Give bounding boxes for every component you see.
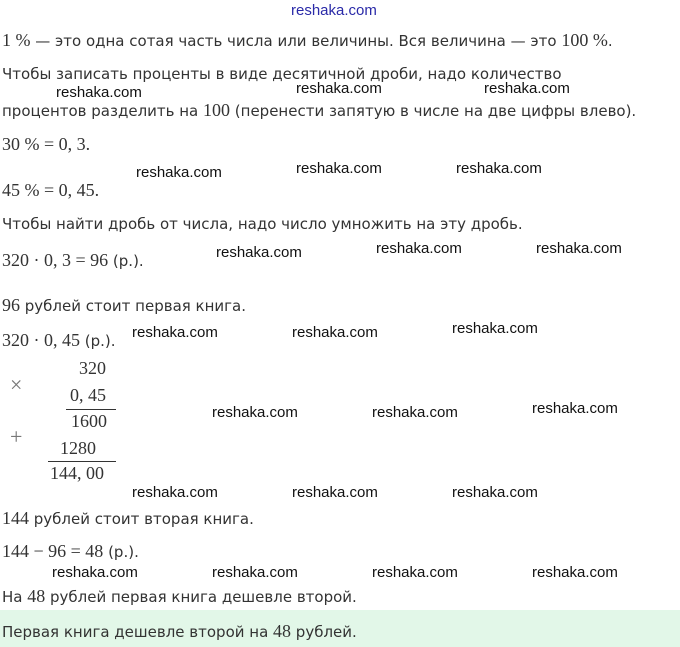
math-1-percent: 1 % — [2, 30, 31, 50]
text-line-3 — [2, 100, 636, 121]
text-line-1 — [2, 30, 613, 51]
math-96: 96 — [2, 295, 20, 315]
line-3-text-a: процентов разделить на — [2, 102, 204, 120]
line-6-text: рублей стоит вторая книга. — [29, 510, 254, 528]
equation-30-percent: 30 % = 0, 3. — [2, 134, 91, 154]
line-3-text-c: (перенести запятую в числе на две цифры влево). — [230, 102, 637, 120]
equation-second-book — [2, 330, 116, 351]
watermark: reshaka.com — [484, 80, 570, 97]
line-5-text: рублей стоит первая книга. — [20, 297, 247, 315]
mult-rule-1 — [66, 409, 116, 410]
watermark: reshaka.com — [296, 160, 382, 177]
line-7-text-b: рублей первая книга дешевле второй. — [45, 588, 357, 606]
mult-row-result: 144, 00 — [50, 463, 104, 483]
watermark: reshaka.com — [132, 484, 218, 501]
watermark: reshaka.com — [292, 484, 378, 501]
text-line-7 — [2, 586, 357, 607]
line-1-text: — это одна сотая часть числа или величины. Вся величина — это — [30, 32, 562, 50]
watermark: reshaka.com — [532, 400, 618, 417]
math-48: 48 — [27, 586, 46, 606]
mult-row-1280: 1280 — [60, 438, 96, 458]
watermark: reshaka.com — [372, 564, 458, 581]
answer-text — [2, 621, 357, 642]
text-line-4: Чтобы найти дробь от числа, надо число умножить на эту дробь. — [2, 215, 523, 233]
watermark: reshaka.com — [212, 564, 298, 581]
watermark: reshaka.com — [376, 240, 462, 257]
plus-sign: + — [10, 424, 23, 449]
watermark: reshaka.com — [372, 404, 458, 421]
math-100: 100 — [203, 100, 231, 120]
equation-5-unit: (р.). — [103, 543, 139, 561]
mult-row-320: 320 — [79, 358, 106, 378]
equation-4-unit: (р.). — [80, 332, 116, 350]
math-144: 144 — [2, 508, 29, 528]
mult-row-045: 0, 45 — [70, 385, 106, 405]
equation-3-unit: (р.). — [108, 252, 144, 270]
equation-4-expr: 320 · 0, 45 — [2, 330, 80, 350]
watermark: reshaka.com — [52, 564, 138, 581]
site-header-link[interactable]: reshaka.com — [291, 2, 377, 19]
watermark: reshaka.com — [536, 240, 622, 257]
answer-number: 48 — [273, 621, 292, 641]
line-1-end: . — [607, 32, 613, 50]
answer-text-a: Первая книга дешевле второй на — [2, 623, 274, 641]
text-line-2: Чтобы записать проценты в виде десятичной дроби, надо количество — [2, 65, 562, 83]
equation-5-expr: 144 − 96 = 48 — [2, 541, 104, 561]
watermark: reshaka.com — [132, 324, 218, 341]
watermark: reshaka.com — [452, 484, 538, 501]
watermark: reshaka.com — [216, 244, 302, 261]
equation-45-percent: 45 % = 0, 45. — [2, 180, 100, 200]
math-100-percent: 100 % — [561, 30, 608, 50]
line-7-text-a: На — [2, 588, 28, 606]
watermark: reshaka.com — [296, 80, 382, 97]
times-sign: × — [10, 372, 23, 397]
text-line-5 — [2, 295, 246, 316]
watermark: reshaka.com — [136, 164, 222, 181]
equation-first-book — [2, 250, 144, 271]
watermark: reshaka.com — [212, 404, 298, 421]
mult-rule-2 — [48, 461, 116, 462]
watermark: reshaka.com — [292, 324, 378, 341]
equation-3-expr: 320 · 0, 3 = 96 — [2, 250, 109, 270]
answer-text-b: рублей. — [291, 623, 357, 641]
answer-box — [0, 610, 680, 647]
mult-row-1600: 1600 — [71, 411, 107, 431]
watermark: reshaka.com — [456, 160, 542, 177]
text-line-6 — [2, 508, 254, 529]
watermark: reshaka.com — [56, 84, 142, 101]
equation-difference — [2, 541, 139, 562]
watermark: reshaka.com — [452, 320, 538, 337]
watermark: reshaka.com — [532, 564, 618, 581]
